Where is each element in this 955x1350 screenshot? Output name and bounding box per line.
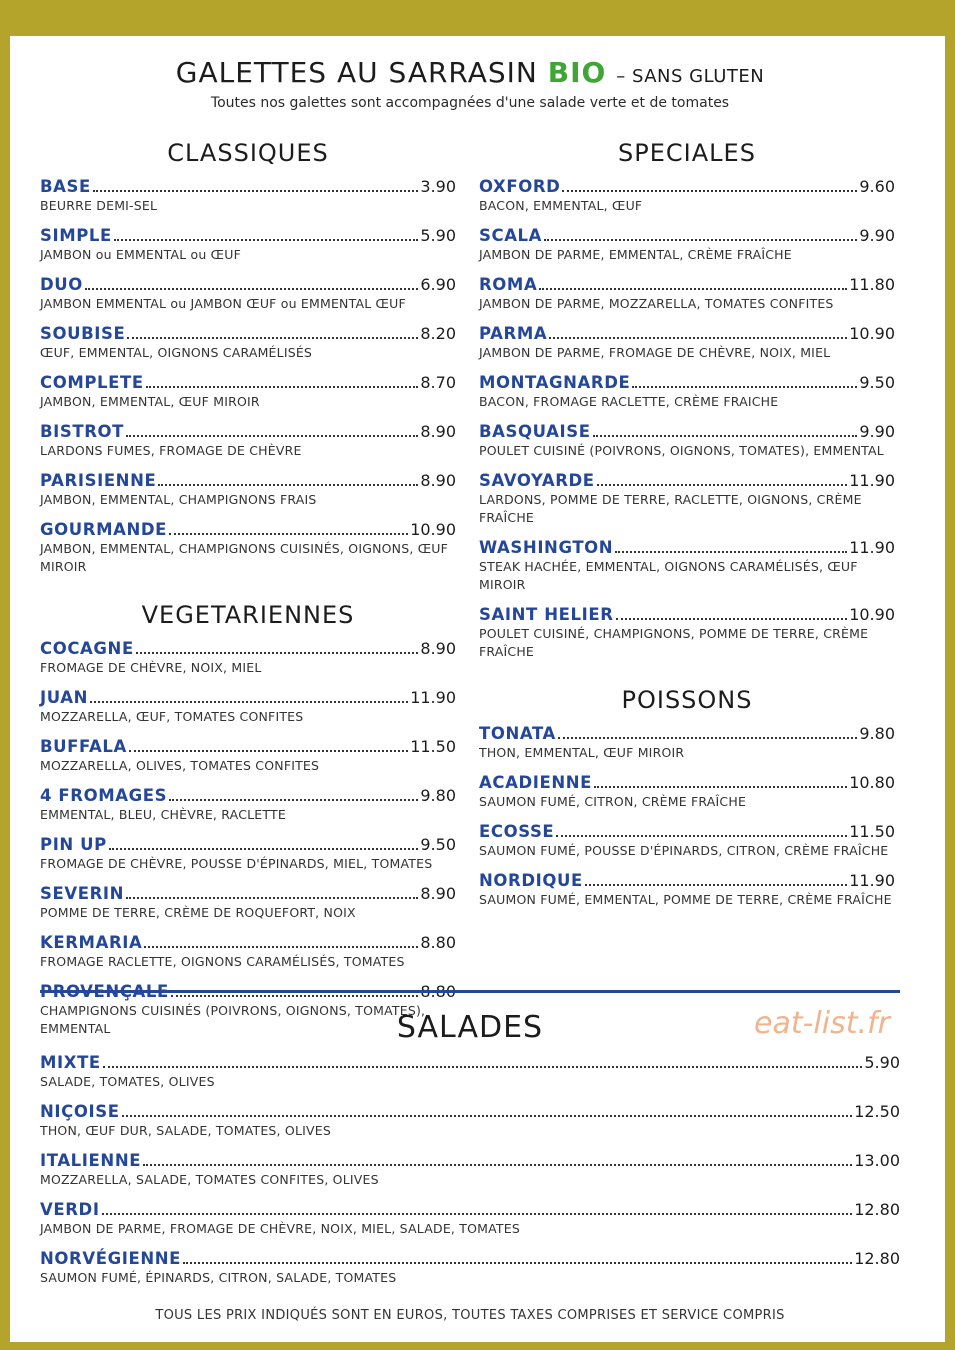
menu-item <box>40 1150 900 1189</box>
menu-item <box>479 176 895 215</box>
menu-item-name: GOURMANDE <box>40 520 168 539</box>
menu-item-name: PARISIENNE <box>40 471 157 490</box>
menu-item-name: JUAN <box>40 688 89 707</box>
menu-item-description: THON, EMMENTAL, ŒUF MIROIR <box>479 745 685 760</box>
menu-item-line <box>40 883 456 904</box>
menu-item-price: 3.90 <box>420 177 456 196</box>
menu-item <box>479 537 895 594</box>
menu-item-price: 8.70 <box>420 373 456 392</box>
dot-leader <box>597 484 848 486</box>
menu-item-price: 10.90 <box>410 520 456 539</box>
dot-leader <box>85 288 418 290</box>
menu-item <box>479 274 895 313</box>
menu-item-description: BACON, EMMENTAL, ŒUF <box>479 198 643 213</box>
menu-item-description: JAMBON EMMENTAL ou JAMBON ŒUF ou EMMENTAL ŒUF <box>40 296 406 311</box>
menu-item-name: ROMA <box>479 275 538 294</box>
section-title-poissons: POISSONS <box>621 686 753 714</box>
menu-item-name: SEVERIN <box>40 884 125 903</box>
menu-item-line <box>40 687 456 708</box>
dot-leader <box>102 1213 853 1215</box>
menu-item-price: 9.80 <box>420 786 456 805</box>
section-poissons <box>479 683 895 909</box>
dot-leader <box>594 786 847 788</box>
menu-item-price: 9.50 <box>859 373 895 392</box>
title-main: GALETTES AU SARRASIN <box>175 56 538 89</box>
menu-item <box>479 225 895 264</box>
dot-leader <box>136 652 419 654</box>
menu-item-line <box>40 1052 900 1073</box>
dot-leader <box>127 337 418 339</box>
dot-leader <box>169 533 408 535</box>
menu-item <box>40 519 456 576</box>
menu-item-description: JAMBON, EMMENTAL, CHAMPIGNONS FRAIS <box>40 492 317 507</box>
dot-leader <box>93 190 418 192</box>
menu-item-price: 11.50 <box>410 737 456 756</box>
menu-item <box>479 772 895 811</box>
menu-item-description: LARDONS, POMME DE TERRE, RACLETTE, OIGNONS, CRÈME FRAÎCHE <box>479 492 862 525</box>
menu-item-description: ŒUF, EMMENTAL, OIGNONS CARAMÉLISÉS <box>40 345 313 360</box>
section-speciales <box>479 136 895 661</box>
right-column <box>479 136 895 919</box>
menu-item-description: MOZZARELLA, ŒUF, TOMATES CONFITES <box>40 709 304 724</box>
menu-item-line <box>40 785 456 806</box>
menu-item-price: 12.80 <box>854 1249 900 1268</box>
menu-item <box>40 834 456 873</box>
dot-leader <box>558 737 857 739</box>
title-suffix: – SANS GLUTEN <box>616 66 765 87</box>
menu-item <box>40 638 456 677</box>
menu-item-line <box>40 274 456 295</box>
menu-item-name: PIN UP <box>40 835 107 854</box>
menu-item-line <box>40 932 456 953</box>
menu-item-name: SAVOYARDE <box>479 471 595 490</box>
menu-item-name: COCAGNE <box>40 639 134 658</box>
menu-item <box>40 176 456 215</box>
menu-item-price: 12.80 <box>854 1200 900 1219</box>
menu-item-price: 9.90 <box>859 226 895 245</box>
menu-item-name: NIÇOISE <box>40 1102 120 1121</box>
menu-item-description: SAUMON FUMÉ, POUSSE D'ÉPINARDS, CITRON, CRÈME FRAÎCHE <box>479 843 889 858</box>
section-title-vegetariennes: VEGETARIENNES <box>141 601 355 629</box>
menu-item-price: 9.50 <box>420 835 456 854</box>
menu-item <box>40 687 456 726</box>
section-title-classiques: CLASSIQUES <box>167 139 329 167</box>
menu-item-price: 8.90 <box>420 639 456 658</box>
menu-item-line <box>479 372 895 393</box>
menu-item-name: NORVÉGIENNE <box>40 1249 182 1268</box>
menu-item-price: 10.80 <box>849 773 895 792</box>
menu-item <box>40 225 456 264</box>
section-vegetariennes <box>40 598 456 1038</box>
left-column <box>40 136 456 1048</box>
menu-item-name: BUFFALA <box>40 737 127 756</box>
menu-item-description: JAMBON, EMMENTAL, ŒUF MIROIR <box>40 394 260 409</box>
menu-item-description: MOZZARELLA, SALADE, TOMATES CONFITES, OLIVES <box>40 1172 379 1187</box>
dot-leader <box>90 701 408 703</box>
menu-item-line <box>40 736 456 757</box>
menu-item <box>479 604 895 661</box>
menu-header <box>10 56 930 111</box>
menu-item <box>40 1101 900 1140</box>
menu-item-description: EMMENTAL, BLEU, CHÈVRE, RACLETTE <box>40 807 286 822</box>
page-title <box>10 56 930 89</box>
dot-leader <box>129 750 408 752</box>
menu-item-name: ACADIENNE <box>479 773 593 792</box>
menu-item-line <box>40 372 456 393</box>
menu-item-description: POMME DE TERRE, CRÈME DE ROQUEFORT, NOIX <box>40 905 356 920</box>
menu-item-price: 8.20 <box>420 324 456 343</box>
dot-leader <box>143 1164 852 1166</box>
section-title-salades: SALADES <box>396 1010 544 1045</box>
menu-item-name: NORDIQUE <box>479 871 583 890</box>
menu-item-line <box>479 274 895 295</box>
dot-leader <box>109 848 418 850</box>
menu-item-line <box>479 870 895 891</box>
menu-item-price: 8.90 <box>420 471 456 490</box>
menu-item <box>40 470 456 509</box>
dot-leader <box>585 884 847 886</box>
menu-item <box>479 723 895 762</box>
dot-leader <box>556 835 847 837</box>
menu-item-price: 10.90 <box>849 605 895 624</box>
menu-item-description: BEURRE DEMI-SEL <box>40 198 158 213</box>
menu-item-name: KERMARIA <box>40 933 143 952</box>
menu-item-line <box>40 519 456 540</box>
menu-item-description: SAUMON FUMÉ, ÉPINARDS, CITRON, SALADE, TOMATES <box>40 1270 397 1285</box>
menu-item-description: SAUMON FUMÉ, CITRON, CRÈME FRAÎCHE <box>479 794 747 809</box>
menu-item <box>40 736 456 775</box>
dot-leader <box>615 551 847 553</box>
menu-item-line <box>40 225 456 246</box>
dot-leader <box>539 288 847 290</box>
menu-item <box>479 372 895 411</box>
watermark: eat-list.fr <box>754 1006 890 1041</box>
menu-item-name: SAINT HELIER <box>479 605 614 624</box>
menu-item-description: BACON, FROMAGE RACLETTE, CRÈME FRAICHE <box>479 394 779 409</box>
dot-leader <box>593 435 858 437</box>
dot-leader <box>632 386 857 388</box>
menu-item-price: 8.90 <box>420 422 456 441</box>
menu-item-name: BISTROT <box>40 422 125 441</box>
menu-item-name: SIMPLE <box>40 226 112 245</box>
menu-item-name: BASE <box>40 177 91 196</box>
menu-item <box>40 274 456 313</box>
menu-item-name: OXFORD <box>479 177 561 196</box>
dot-leader <box>144 946 418 948</box>
menu-item-line <box>40 470 456 491</box>
menu-item-name: PARMA <box>479 324 548 343</box>
menu-item-description: POULET CUISINÉ, CHAMPIGNONS, POMME DE TERRE, CRÈME FRAÎCHE <box>479 626 869 659</box>
menu-item-price: 9.60 <box>859 177 895 196</box>
footer-note: TOUS LES PRIX INDIQUÉS SONT EN EUROS, TOUTES TAXES COMPRISES ET SERVICE COMPRIS <box>155 1308 785 1323</box>
menu-item <box>40 932 456 971</box>
menu-item <box>40 372 456 411</box>
section-classiques <box>40 136 456 576</box>
menu-item <box>40 323 456 362</box>
menu-item-price: 6.90 <box>420 275 456 294</box>
dot-leader <box>122 1115 853 1117</box>
page-subtitle: Toutes nos galettes sont accompagnées d'une salade verte et de tomates <box>210 95 730 111</box>
menu-item-name: COMPLETE <box>40 373 144 392</box>
menu-item-line <box>479 772 895 793</box>
menu-item-line <box>479 470 895 491</box>
menu-item-description: STEAK HACHÉE, EMMENTAL, OIGNONS CARAMÉLISÉS, ŒUF MIROIR <box>479 559 858 592</box>
menu-page <box>10 36 945 1342</box>
dot-leader <box>562 190 857 192</box>
menu-item <box>479 323 895 362</box>
menu-item-line <box>479 421 895 442</box>
menu-item <box>40 1248 900 1287</box>
menu-item-price: 12.50 <box>854 1102 900 1121</box>
menu-item-description: CHAMPIGNONS CUISINÉS (POIVRONS, OIGNONS, TOMATES), EMMENTAL <box>40 1003 426 1036</box>
menu-item-line <box>40 1150 900 1171</box>
dot-leader <box>103 1066 863 1068</box>
menu-item-description: JAMBON ou EMMENTAL ou ŒUF <box>40 247 241 262</box>
menu-item-price: 8.80 <box>420 933 456 952</box>
dot-leader <box>114 239 418 241</box>
menu-item-line <box>40 1248 900 1269</box>
section-salades <box>40 1052 900 1297</box>
menu-item-description: SALADE, TOMATES, OLIVES <box>40 1074 215 1089</box>
menu-item-line <box>40 421 456 442</box>
menu-item <box>479 470 895 527</box>
menu-item-name: MIXTE <box>40 1053 101 1072</box>
dot-leader <box>126 897 418 899</box>
dot-leader <box>158 484 418 486</box>
dot-leader <box>171 995 418 997</box>
menu-item-line <box>479 723 895 744</box>
dot-leader <box>616 618 848 620</box>
menu-item-name: 4 FROMAGES <box>40 786 168 805</box>
section-divider <box>40 990 900 993</box>
menu-item-line <box>40 638 456 659</box>
menu-item-line <box>40 834 456 855</box>
menu-item-name: SOUBISE <box>40 324 126 343</box>
menu-item-price: 11.90 <box>410 688 456 707</box>
dot-leader <box>126 435 418 437</box>
dot-leader <box>549 337 847 339</box>
menu-item <box>40 1199 900 1238</box>
menu-item-line <box>479 323 895 344</box>
menu-item-description: SAUMON FUMÉ, EMMENTAL, POMME DE TERRE, CRÈME FRAÎCHE <box>479 892 892 907</box>
menu-item <box>40 883 456 922</box>
menu-item-price: 5.90 <box>420 226 456 245</box>
menu-item-price: 11.90 <box>849 538 895 557</box>
menu-item-price: 9.90 <box>859 422 895 441</box>
menu-item-name: MONTAGNARDE <box>479 373 631 392</box>
menu-item-description: FROMAGE DE CHÈVRE, POUSSE D'ÉPINARDS, MIEL, TOMATES <box>40 856 433 871</box>
menu-item-name: TONATA <box>479 724 556 743</box>
menu-item-description: THON, ŒUF DUR, SALADE, TOMATES, OLIVES <box>40 1123 331 1138</box>
menu-item-line <box>479 604 895 625</box>
menu-item-line <box>479 176 895 197</box>
menu-item-price: 8.90 <box>420 884 456 903</box>
menu-item-price: 5.90 <box>864 1053 900 1072</box>
menu-item-description: JAMBON DE PARME, MOZZARELLA, TOMATES CONFITES <box>479 296 834 311</box>
menu-item-description: POULET CUISINÉ (POIVRONS, OIGNONS, TOMATES), EMMENTAL <box>479 443 884 458</box>
menu-item-line <box>40 1199 900 1220</box>
menu-item-line <box>40 176 456 197</box>
menu-item <box>40 1052 900 1091</box>
menu-item-line <box>479 821 895 842</box>
menu-item-description: JAMBON DE PARME, FROMAGE DE CHÈVRE, NOIX, MIEL, SALADE, TOMATES <box>40 1221 520 1236</box>
dot-leader <box>169 799 418 801</box>
menu-item-line <box>479 537 895 558</box>
menu-item-description: FROMAGE RACLETTE, OIGNONS CARAMÉLISÉS, TOMATES <box>40 954 405 969</box>
dot-leader <box>544 239 857 241</box>
menu-item-line <box>40 1101 900 1122</box>
menu-item-name: DUO <box>40 275 83 294</box>
menu-item-description: JAMBON DE PARME, FROMAGE DE CHÈVRE, NOIX, MIEL <box>479 345 831 360</box>
menu-item-name: WASHINGTON <box>479 538 614 557</box>
menu-item-name: ITALIENNE <box>40 1151 142 1170</box>
menu-item-line <box>40 323 456 344</box>
menu-item-price: 11.50 <box>849 822 895 841</box>
dot-leader <box>183 1262 852 1264</box>
dot-leader <box>146 386 419 388</box>
menu-item-price: 11.90 <box>849 471 895 490</box>
menu-item <box>479 870 895 909</box>
menu-item-price: 11.90 <box>849 871 895 890</box>
menu-item <box>479 421 895 460</box>
menu-item <box>40 785 456 824</box>
menu-item <box>40 421 456 460</box>
menu-item-name: BASQUAISE <box>479 422 591 441</box>
menu-item-name: VERDI <box>40 1200 100 1219</box>
menu-item-price: 10.90 <box>849 324 895 343</box>
bio-label: BIO <box>547 56 607 89</box>
menu-item-description: JAMBON DE PARME, EMMENTAL, CRÈME FRAÎCHE <box>479 247 792 262</box>
menu-item-price: 11.80 <box>849 275 895 294</box>
menu-item-description: MOZZARELLA, OLIVES, TOMATES CONFITES <box>40 758 320 773</box>
menu-item-description: JAMBON, EMMENTAL, CHAMPIGNONS CUISINÉS, OIGNONS, ŒUF MIROIR <box>40 541 449 574</box>
menu-item-line <box>479 225 895 246</box>
menu-item-price: 9.80 <box>859 724 895 743</box>
section-title-speciales: SPECIALES <box>618 139 756 167</box>
menu-item-description: LARDONS FUMES, FROMAGE DE CHÈVRE <box>40 443 302 458</box>
menu-item-name: SCALA <box>479 226 543 245</box>
menu-item-price: 13.00 <box>854 1151 900 1170</box>
menu-item <box>479 821 895 860</box>
menu-item-name: ECOSSE <box>479 822 555 841</box>
menu-item-description: FROMAGE DE CHÈVRE, NOIX, MIEL <box>40 660 262 675</box>
